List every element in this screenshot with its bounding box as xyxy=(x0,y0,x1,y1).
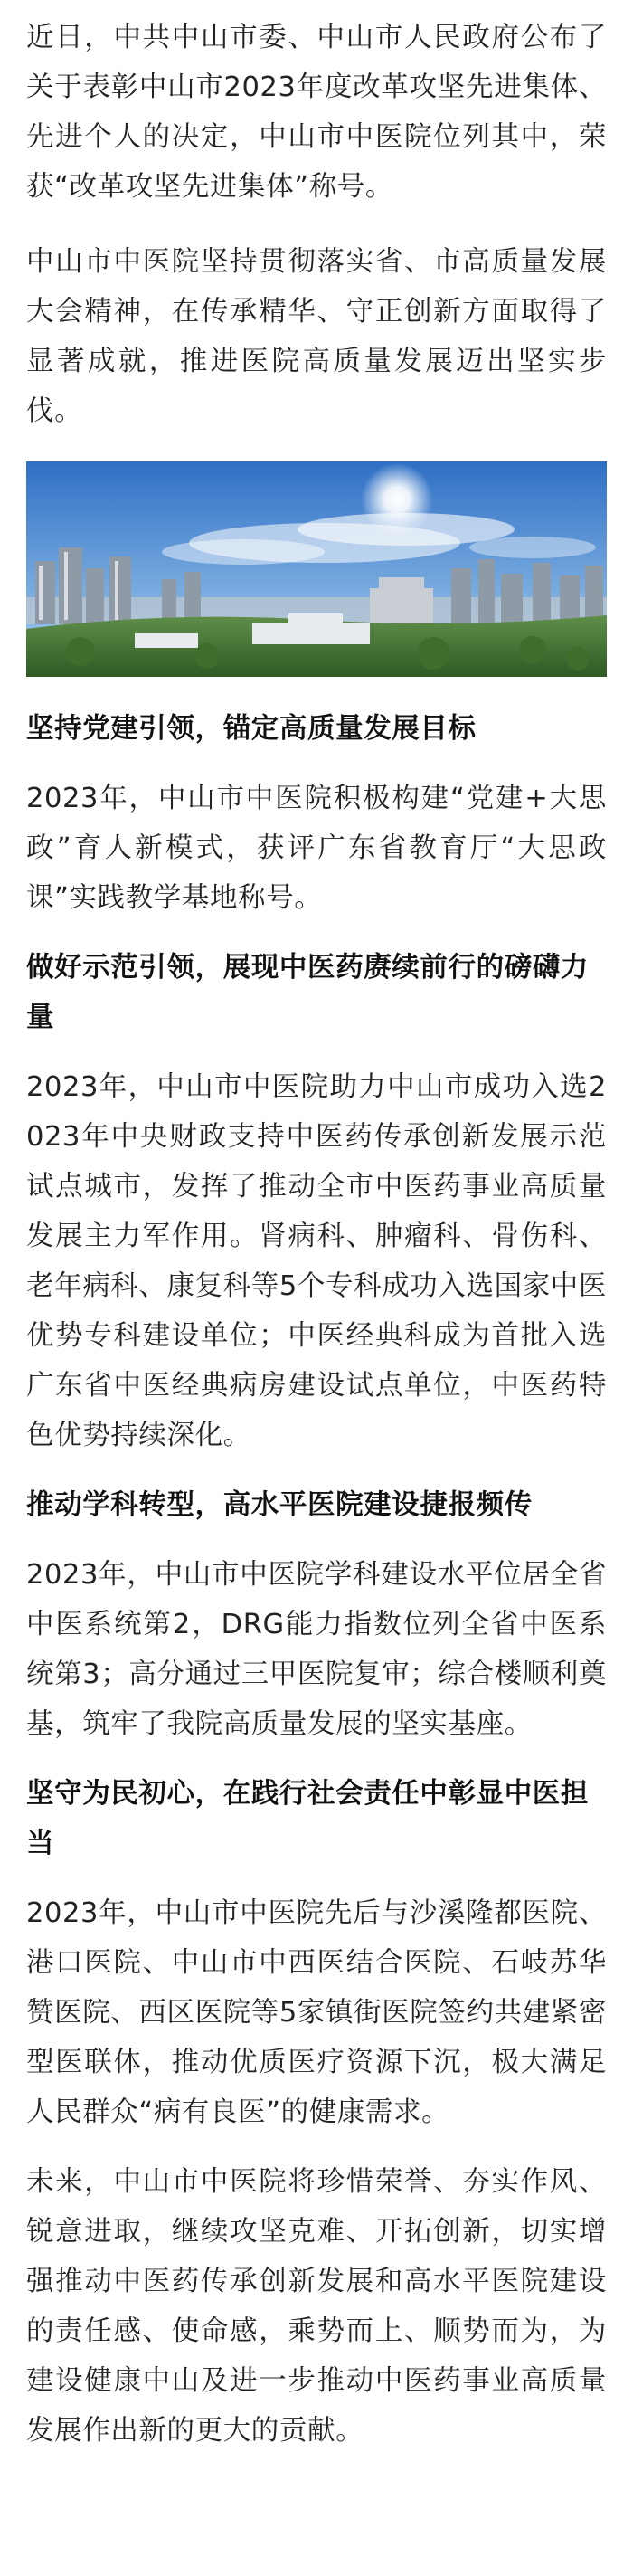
section-heading: 坚守为民初心，在践行社会责任中彰显中医担当 xyxy=(26,1778,589,1859)
intro-paragraph: 近日，中共中山市委、中山市人民政府公布了关于表彰中山市2023年度改革攻坚先进集体、先进个人的决定，中山市中医院位列其中，荣获“改革攻坚先进集体”称号。 xyxy=(26,22,607,203)
section-heading: 做好示范引领，展现中医药赓续前行的磅礴力量 xyxy=(26,952,589,1033)
section-heading: 坚持党建引领，锚定高质量发展目标 xyxy=(26,713,477,745)
closing-paragraph: 未来，中山市中医院将珍惜荣誉、夯实作风、锐意进取，继续攻坚克难、开拓创新，切实增强推动中医药传承创新发展和高水平医院建设的责任感、使命感，乘势而上、顺势而为，为建设健康中山及进一步推动中医药事业高质量发展作出新的更大的贡献。 xyxy=(26,2166,607,2447)
section-paragraph: 2023年，中山市中医院学科建设水平位居全省中医系统第2，DRG能力指数位列全省中医系统第3；高分通过三甲医院复审；综合楼顺利奠基，筑牢了我院高质量发展的坚实基座。 xyxy=(26,1559,608,1740)
section-paragraph: 2023年，中山市中医院先后与沙溪隆都医院、港口医院、中山市中西医结合医院、石岐苏华赞医院、西区医院等5家镇街医院签约共建紧密型医联体，推动优质医疗资源下沉，极大满足人民群众“病有良医”的健康需求。 xyxy=(26,1897,608,2128)
article xyxy=(26,13,607,2456)
city-skyline-photo xyxy=(26,461,607,677)
section-paragraph: 2023年，中山市中医院积极构建“党建+大思政”育人新模式，获评广东省教育厅“大思政课”实践教学基地称号。 xyxy=(26,783,607,914)
intro-paragraph: 中山市中医院坚持贯彻落实省、市高质量发展大会精神，在传承精华、守正创新方面取得了显著成就，推进医院高质量发展迈出坚实步伐。 xyxy=(26,246,607,427)
section-paragraph: 2023年，中山市中医院助力中山市成功入选2023年中央财政支持中医药传承创新发展示范试点城市，发挥了推动全市中医药事业高质量发展主力军作用。肾病科、肿瘤科、骨伤科、老年病科、康复科等5个专科成功入选国家中医优势专科建设单位；中医经典科成为首批入选广东省中医经典病房建设试点单位，中医药特色优势持续深化。 xyxy=(26,1071,608,1451)
section-heading: 推动学科转型，高水平医院建设捷报频传 xyxy=(26,1489,533,1521)
